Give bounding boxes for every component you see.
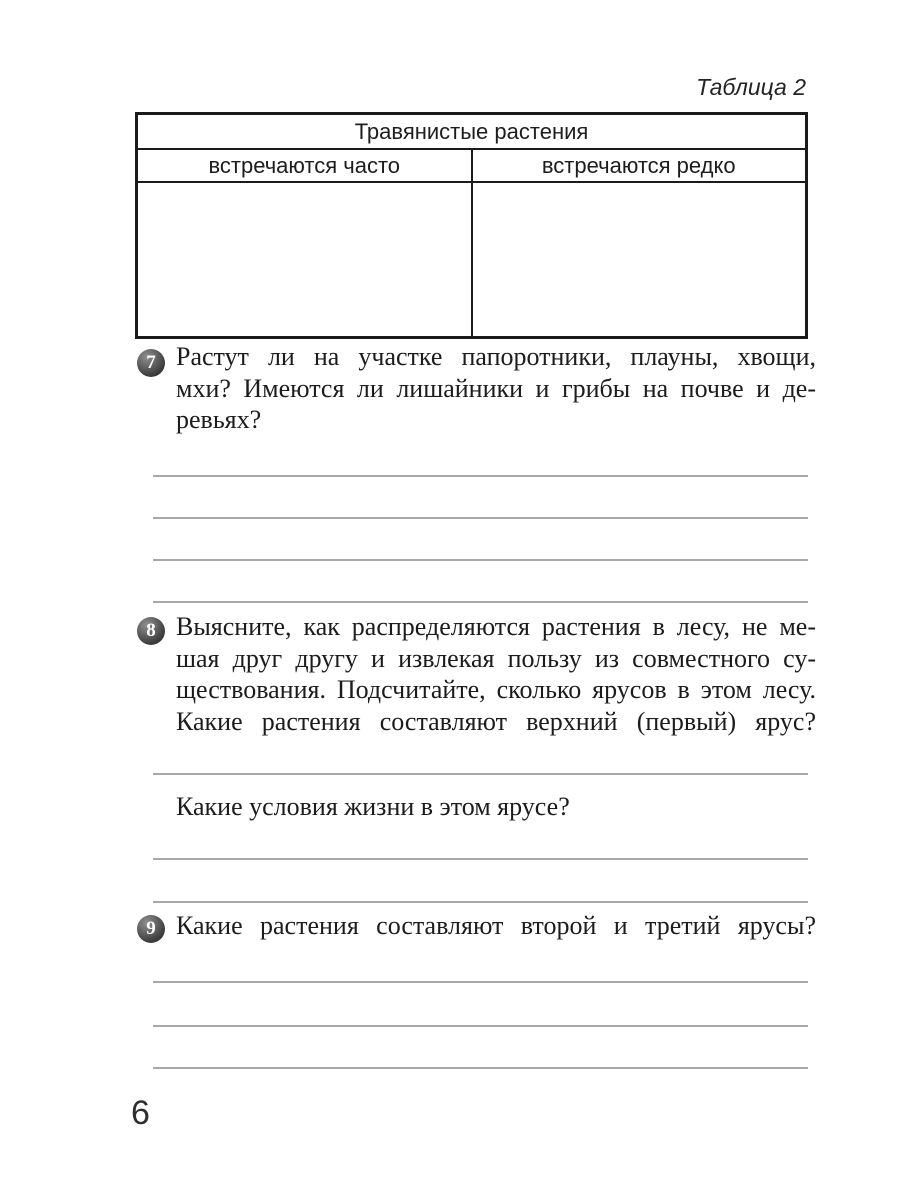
table-cell-often-empty [138, 183, 473, 336]
question-7-line-1: Растут ли на участке папоротники, плауны, хвощи, [176, 342, 816, 371]
sub-question-text: Какие условия жизни в этом ярусе? [176, 792, 570, 821]
answer-line [153, 1067, 808, 1069]
question-7-number: 7 [146, 352, 156, 373]
answer-line [153, 773, 808, 775]
question-8-number-badge [137, 617, 165, 645]
answer-line [153, 601, 808, 603]
question-9-text [176, 910, 816, 942]
question-8-line-1: Выясните, как распределяются растения в лесу, не ме- [176, 612, 816, 641]
herbaceous-plants-table [135, 112, 808, 339]
question-8-text [176, 611, 816, 737]
question-7-text [176, 341, 816, 436]
page-number: 6 [131, 1094, 150, 1132]
answer-line [153, 981, 808, 983]
question-9-number: 9 [146, 918, 156, 939]
question-9-number-badge [137, 915, 165, 943]
question-9-line-1: Какие растения составляют второй и третий ярусы? [176, 911, 816, 940]
table-col-header-rare: встречаются редко [541, 153, 736, 178]
answer-line [153, 858, 808, 860]
question-7-number-badge [137, 349, 165, 377]
table-col-header-often: встречаются часто [138, 150, 473, 181]
question-8-number: 8 [146, 620, 156, 641]
question-7-line-3: ревьях? [176, 405, 262, 434]
answer-line [153, 1025, 808, 1027]
table-cell-rare-empty [473, 183, 806, 336]
answer-line [153, 559, 808, 561]
answer-line [153, 475, 808, 477]
question-8-line-4: Какие растения составляют верхний (первый) ярус? [176, 706, 816, 736]
table-title: Травянистые растения [138, 115, 805, 150]
table-body [138, 183, 805, 336]
table-column-headers [138, 150, 805, 183]
question-8-line-2: шая друг другу и извлекая пользу из совместного су- [176, 643, 816, 673]
answer-line [153, 901, 808, 903]
question-7-line-2: мхи? Имеются ли лишайники и грибы на почве и де- [176, 373, 816, 403]
table-caption: Таблица 2 [696, 74, 806, 100]
answer-line [153, 517, 808, 519]
question-8-line-3: ществования. Подсчитайте, сколько ярусов в этом лесу. [176, 675, 816, 704]
